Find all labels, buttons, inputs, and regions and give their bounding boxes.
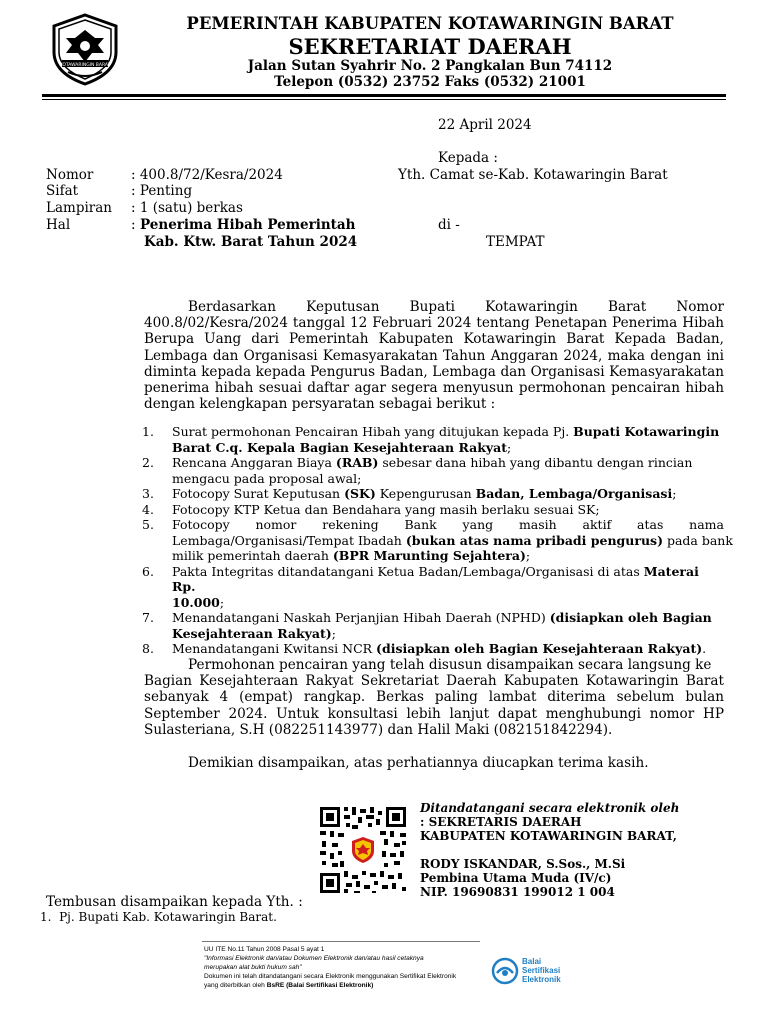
letterhead-phone: Telepon (0532) 23752 Faks (0532) 21001 bbox=[274, 74, 586, 90]
nomor-label: Nomor bbox=[46, 167, 94, 183]
hal-line2: Kab. Ktw. Barat Tahun 2024 bbox=[144, 234, 358, 250]
list-item bbox=[142, 502, 724, 518]
esign-note: Ditandatangani secara elektronik oleh bbox=[420, 801, 680, 815]
letterhead-divider-thick bbox=[42, 94, 726, 97]
list-number: 6. bbox=[142, 563, 154, 579]
list-item bbox=[142, 564, 724, 611]
para2-line: Permohonan pencairan yang telah disusun disampaikan secara langsung ke bbox=[188, 657, 712, 673]
footer-quote-end: merupakan alat bukti hukum sah" bbox=[204, 964, 302, 971]
list-item bbox=[142, 610, 724, 641]
list-text: Fotocopy KTP Ketua dan Bendahara yang masih berlaku sesuai SK; bbox=[172, 501, 600, 517]
list-text-bold: (SK) bbox=[344, 486, 376, 501]
list-number: 3. bbox=[142, 486, 154, 501]
list-number: 5. bbox=[142, 517, 154, 532]
list-text-bold: (bukan atas nama pribadi pengurus) bbox=[405, 532, 663, 548]
bsre-text: Elektronik bbox=[522, 975, 561, 984]
para1-line: penerima hibah sesuai daftar agar segera menyusun permohonan pencairan hibah bbox=[144, 380, 724, 397]
signatory-rank: Pembina Utama Muda (IV/c) bbox=[420, 871, 612, 885]
list-text: ; bbox=[672, 486, 677, 501]
list-text: Surat permohonan Pencairan Hibah yang ditujukan kepada Pj. bbox=[172, 424, 574, 439]
para1-line: diminta kepada kepada Pengurus Badan, Lembaga dan Organisasi Kemasyarakatan bbox=[144, 363, 724, 380]
footer-issuer-text: yang diterbitkan oleh bbox=[204, 982, 267, 989]
cc-item: 1. Pj. Bupati Kab. Kotawaringin Barat. bbox=[40, 910, 277, 924]
list-item bbox=[142, 424, 724, 455]
bsre-logo-icon bbox=[491, 957, 519, 985]
list-text-bold: (RAB) bbox=[335, 455, 379, 470]
signatory-name: RODY ISKANDAR, S.Sos., M.Si bbox=[420, 857, 626, 871]
list-text: ; bbox=[331, 625, 336, 641]
list-number: 4. bbox=[142, 501, 154, 517]
para1-line: dengan kelengkapan persyaratan sebagai berikut : bbox=[144, 396, 496, 413]
list-item bbox=[142, 455, 724, 486]
list-text: Menandatangani Kwitansi NCR bbox=[172, 641, 377, 656]
list-number: 7. bbox=[142, 610, 154, 625]
list-text-bold: Kesejahteraan Rakyat) bbox=[172, 625, 332, 641]
list-text: milik pemerintah daerah bbox=[172, 548, 333, 563]
list-item bbox=[142, 517, 733, 564]
requirements-list bbox=[142, 424, 733, 657]
recipient-name: Yth. Camat se-Kab. Kotawaringin Barat bbox=[398, 167, 668, 183]
list-text-bold: (BPR Marunting Sejahtera) bbox=[332, 548, 526, 563]
list-text-bold: Bupati Kotawaringin bbox=[573, 424, 720, 439]
footer-issuer-bold: BsRE (Balai Sertifikasi Elektronik) bbox=[266, 982, 374, 989]
footer-divider bbox=[202, 941, 480, 942]
footer-esign: Dokumen ini telah ditandatangani secara Elektronik menggunakan Sertifikat Elektronik bbox=[204, 973, 457, 980]
list-item bbox=[142, 486, 724, 502]
letterhead-address: Jalan Sutan Syahrir No. 2 Pangkalan Bun 74112 bbox=[247, 58, 613, 74]
closing-sentence: Demikian disampaikan, atas perhatiannya diucapkan terima kasih. bbox=[188, 755, 649, 771]
regency-logo bbox=[48, 12, 122, 86]
recipient-kepada: Kepada : bbox=[438, 150, 498, 166]
list-text: Menandatangani Naskah Perjanjian Hibah Daerah (NPHD) bbox=[172, 610, 550, 625]
letterhead-government: PEMERINTAH KABUPATEN KOTAWARINGIN BARAT bbox=[186, 14, 674, 33]
list-text: pada bank bbox=[663, 532, 733, 548]
footer-quote: "Informasi Elektronik dan/atau Dokumen Elektronik dan/atau hasil cetaknya bbox=[204, 955, 424, 962]
para1-line: 400.8/02/Kesra/2024 tanggal 12 Februari 2024 tentang Penetapan Penerima Hibah bbox=[144, 315, 724, 332]
list-item bbox=[142, 641, 724, 657]
bsre-logo-text bbox=[522, 957, 561, 984]
list-text-bold: Barat C.q. Kepala Bagian Kesejahteraan Rakyat bbox=[172, 439, 508, 455]
list-number: 2. bbox=[142, 455, 154, 470]
list-text: Kepengurusan bbox=[375, 486, 476, 501]
opening-paragraph bbox=[144, 299, 724, 412]
recipient-di: di - bbox=[438, 217, 460, 233]
letterhead-divider-thin bbox=[42, 99, 726, 100]
nomor-value: : 400.8/72/Kesra/2024 bbox=[131, 167, 283, 183]
list-text: Rencana Anggaran Biaya bbox=[172, 455, 336, 470]
logo-text: KOTAWARINGIN BARAT bbox=[59, 63, 111, 68]
recipient-place: TEMPAT bbox=[486, 234, 545, 250]
hal-line1: Penerima Hibah Pemerintah bbox=[140, 217, 356, 233]
lampiran-value: : 1 (satu) berkas bbox=[131, 200, 243, 216]
lampiran-label: Lampiran bbox=[46, 200, 112, 216]
list-text: . bbox=[702, 641, 707, 656]
signatory-office: KABUPATEN KOTAWARINGIN BARAT, bbox=[420, 829, 677, 843]
list-text-bold: (disiapkan oleh Bagian Kesejahteraan Rakyat) bbox=[376, 641, 703, 656]
list-text-bold: (disiapkan oleh Bagian bbox=[549, 610, 712, 625]
sifat-value: : Penting bbox=[131, 183, 193, 199]
list-text: Lembaga/Organisasi/Tempat Ibadah bbox=[172, 532, 406, 548]
para2-line: Sulasteriana, S.H (082251143977) dan Halil Maki (082151842294). bbox=[144, 721, 613, 738]
list-text: mengacu pada proposal awal; bbox=[172, 470, 362, 486]
letterhead-office: SEKRETARIAT DAERAH bbox=[288, 34, 572, 59]
cc-title: Tembusan disampaikan kepada Yth. : bbox=[46, 894, 303, 910]
list-text: Fotocopy nomor rekening Bank yang masih aktif atas nama bbox=[172, 517, 724, 532]
para1-line: Lembaga dan Organisasi Kemasyarakatan Tahun Anggaran 2024, maka dengan ini bbox=[144, 347, 724, 364]
bsre-text: Balai bbox=[522, 957, 542, 966]
signatory-nip: NIP. 19690831 199012 1 004 bbox=[420, 885, 615, 899]
list-number: 8. bbox=[142, 641, 154, 656]
list-text: sebesar dana hibah yang dibantu dengan rincian bbox=[378, 455, 693, 470]
list-text-bold: Materai Rp. bbox=[172, 563, 699, 594]
hal-label: Hal bbox=[46, 217, 71, 233]
sifat-label: Sifat bbox=[46, 183, 79, 199]
signatory-position: : SEKRETARIS DAERAH bbox=[420, 815, 582, 829]
bsre-text: Sertifikasi bbox=[522, 966, 561, 975]
qr-seal-icon bbox=[351, 836, 375, 864]
list-text: Pakta Integritas ditandatangani Ketua Badan/Lembaga/Organisasi di atas bbox=[172, 563, 644, 579]
para1-line: Berupa Uang dari Pemerintah Kabupaten Kotawaringin Barat Kepada Badan, bbox=[144, 331, 724, 348]
footer-law: UU ITE No.11 Tahun 2008 Pasal 5 ayat 1 bbox=[204, 946, 325, 953]
para2-line: sebanyak 4 (empat) rangkap. Berkas paling lambat diterima sebelum bulan bbox=[144, 689, 724, 706]
hal-colon: : bbox=[131, 217, 136, 233]
list-text-bold: Badan, Lembaga/Organisasi bbox=[475, 486, 673, 501]
footer-issuer bbox=[204, 982, 373, 990]
list-text: ; bbox=[525, 548, 531, 563]
letter-date: 22 April 2024 bbox=[438, 117, 532, 133]
list-text-bold: 10.000 bbox=[172, 594, 220, 610]
list-text: ; bbox=[507, 439, 512, 455]
para2-line: September 2024. Untuk konsultasi lebih lanjut dapat menghubungi nomor HP bbox=[144, 705, 724, 722]
para2-line: Bagian Kesejahteraan Rakyat Sekretariat Daerah Kabupaten Kotawaringin Barat bbox=[144, 673, 724, 690]
para1-line: Berdasarkan Keputusan Bupati Kotawaringin Barat Nomor bbox=[188, 299, 724, 315]
list-text: ; bbox=[219, 594, 225, 610]
list-text: Fotocopy Surat Keputusan bbox=[172, 486, 345, 501]
submission-paragraph bbox=[144, 657, 724, 738]
list-number: 1. bbox=[142, 424, 154, 439]
